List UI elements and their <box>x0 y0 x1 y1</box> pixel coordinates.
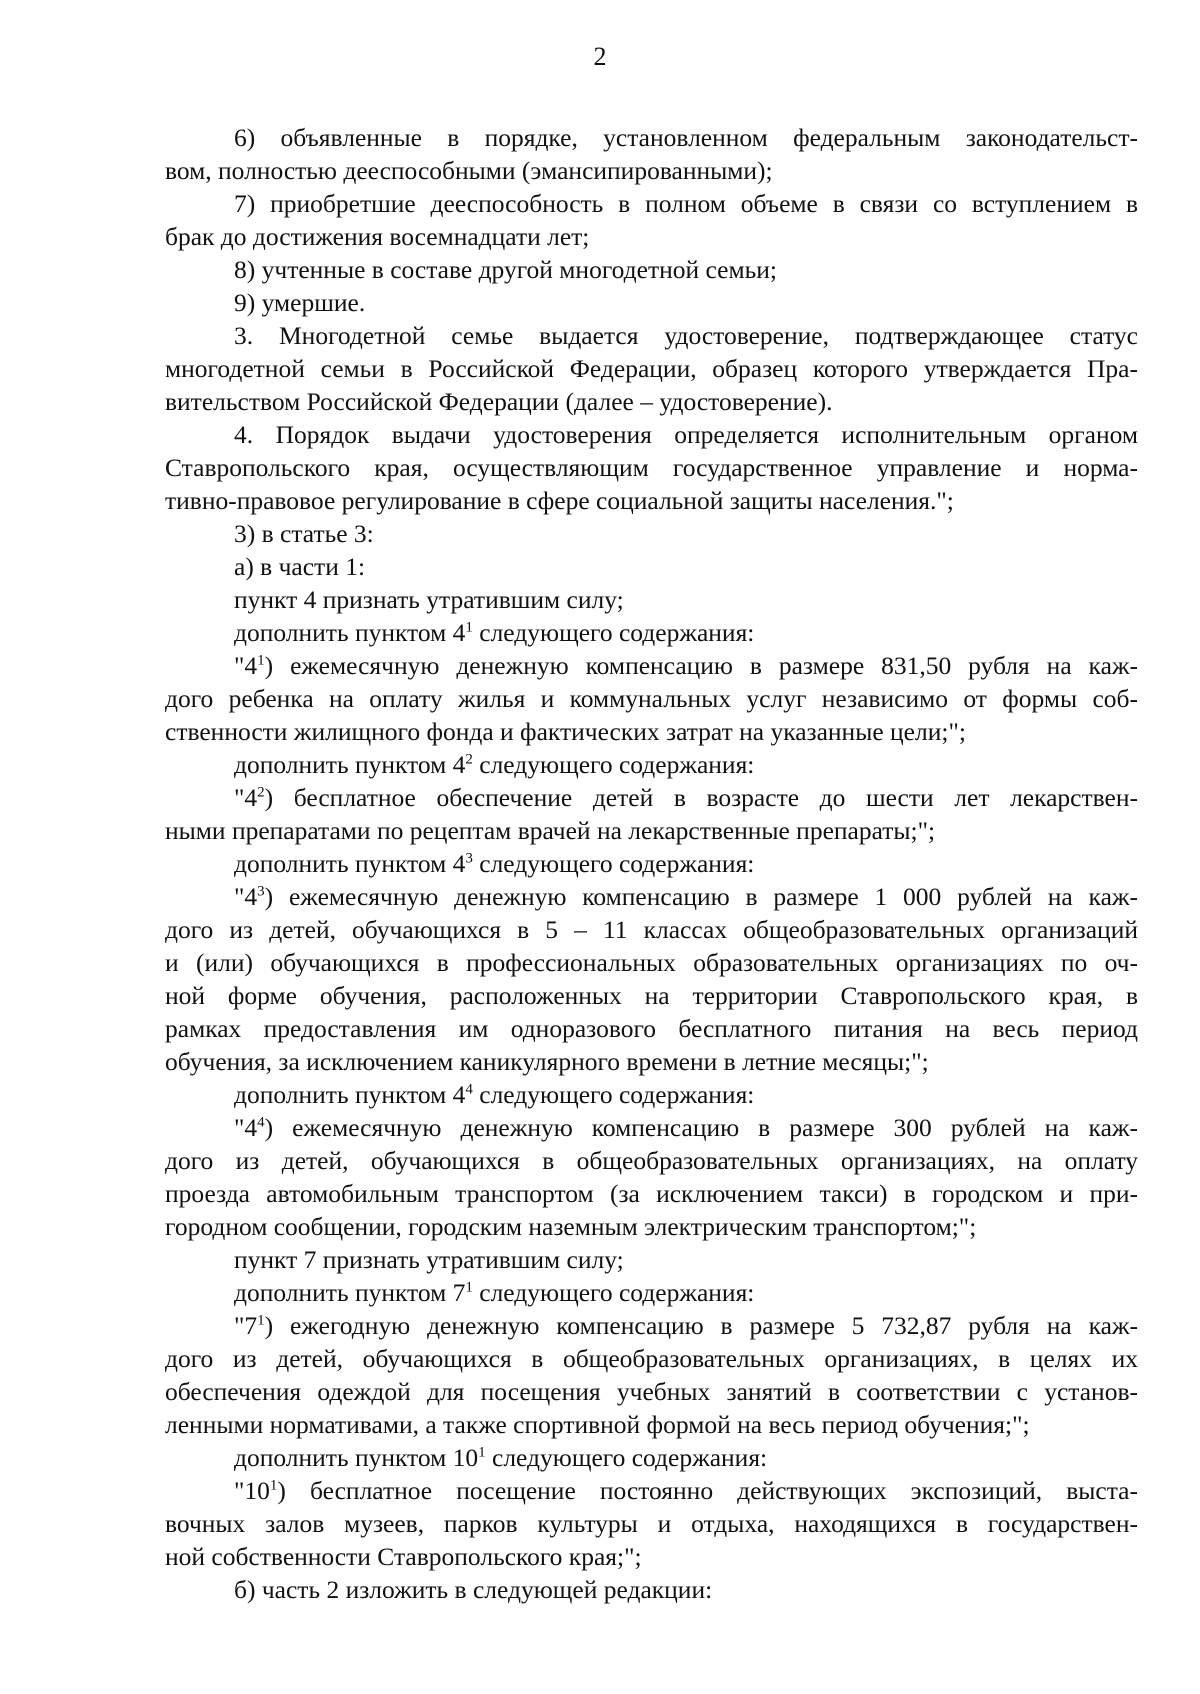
text-fragment: следующего содержания: <box>472 1278 755 1307</box>
text-fragment: ) ежегодную денежную компенсацию в размере 5 732,87 рубля на каж- <box>264 1311 1138 1340</box>
text-line: ными препаратами по рецептам врачей на лекарственные препараты;"; <box>165 816 936 845</box>
text-fragment: "4 <box>234 651 258 680</box>
superscript-index: 1 <box>478 1444 486 1461</box>
text-line: ной собственности Ставропольского края;"; <box>165 1542 642 1571</box>
text-line <box>165 616 1138 649</box>
text-line: обучения, за исключением каникулярного времени в летние месяцы;"; <box>165 1047 929 1076</box>
superscript-index: 4 <box>465 1081 473 1098</box>
text-line <box>165 880 1138 913</box>
superscript-index: 1 <box>257 1312 265 1329</box>
page-number: 2 <box>593 42 607 71</box>
document-body <box>165 121 1138 1606</box>
text-line: б) часть 2 изложить в следующей редакции: <box>234 1575 713 1604</box>
text-fragment: ) бесплатное посещение постоянно действующих экспозиций, выста- <box>277 1476 1138 1505</box>
text-fragment: ) ежемесячную денежную компенсацию в размере 300 рублей на каж- <box>264 1113 1138 1142</box>
text-fragment: дополнить пунктом 10 <box>234 1443 479 1472</box>
text-fragment: дополнить пунктом 7 <box>234 1278 466 1307</box>
text-line: рамках предоставления им одноразового бесплатного питания на весь период <box>165 1014 1138 1043</box>
text-line: 8) учтенные в составе другой многодетной семьи; <box>234 255 777 284</box>
text-line: многодетной семьи в Российской Федерации, образец которого утверждается Пра- <box>165 354 1138 383</box>
superscript-index: 2 <box>465 751 473 768</box>
text-fragment: ) бесплатное обеспечение детей в возрасте до шести лет лекарствен- <box>264 783 1138 812</box>
text-line: дого ребенка на оплату жилья и коммунальных услуг независимо от формы соб- <box>165 684 1138 713</box>
text-fragment: "7 <box>234 1311 258 1340</box>
text-fragment: следующего содержания: <box>472 849 755 878</box>
text-line <box>165 1276 1138 1309</box>
text-line: 3. Многодетной семье выдается удостоверение, подтверждающее статус <box>234 321 1138 350</box>
superscript-index: 1 <box>465 619 473 636</box>
text-line: ленными нормативами, а также спортивной формой на весь период обучения;"; <box>165 1410 1030 1439</box>
text-line: 6) объявленные в порядке, установленном федеральным законодательст- <box>234 123 1138 152</box>
text-line: обеспечения одеждой для посещения учебных занятий в соответствии с установ- <box>165 1377 1138 1406</box>
text-line <box>165 847 1138 880</box>
text-line: вочных залов музеев, парков культуры и отдыха, находящихся в государствен- <box>165 1509 1138 1538</box>
text-fragment: следующего содержания: <box>472 1080 755 1109</box>
text-line <box>165 1078 1138 1111</box>
superscript-index: 3 <box>465 850 473 867</box>
text-line: тивно-правовое регулирование в сфере социальной защиты населения."; <box>165 486 954 515</box>
superscript-index: 1 <box>269 1477 278 1494</box>
text-line: а) в части 1: <box>234 552 366 581</box>
text-fragment: ) ежемесячную денежную компенсацию в размере 1 000 рублей на каж- <box>264 882 1138 911</box>
text-fragment: следующего содержания: <box>472 750 755 779</box>
text-line: 9) умершие. <box>234 288 366 317</box>
superscript-index: 1 <box>465 1279 473 1296</box>
text-fragment: "4 <box>234 882 258 911</box>
text-fragment: дополнить пунктом 4 <box>234 750 466 779</box>
text-line: 4. Порядок выдачи удостоверения определяется исполнительным органом <box>234 420 1138 449</box>
text-fragment: дополнить пунктом 4 <box>234 1080 466 1109</box>
text-fragment: дополнить пунктом 4 <box>234 849 466 878</box>
text-line <box>165 1111 1138 1144</box>
text-fragment: ) ежемесячную денежную компенсацию в размере 831,50 рубля на каж- <box>264 651 1138 680</box>
text-line <box>165 649 1138 682</box>
text-line: городном сообщении, городским наземным электрическим транспортом;"; <box>165 1212 977 1241</box>
text-line <box>165 748 1138 781</box>
superscript-index: 3 <box>257 883 265 900</box>
text-line: дого из детей, обучающихся в 5 – 11 классах общеобразовательных организаций <box>165 915 1138 944</box>
superscript-index: 2 <box>257 784 265 801</box>
text-line: вом, полностью дееспособными (эмансипированными); <box>165 156 773 185</box>
text-fragment: дополнить пунктом 4 <box>234 618 466 647</box>
text-fragment: следующего содержания: <box>485 1443 768 1472</box>
text-line: проезда автомобильным транспортом (за исключением такси) в городском и при- <box>165 1179 1138 1208</box>
text-line: 3) в статье 3: <box>234 519 374 548</box>
text-line: ной форме обучения, расположенных на территории Ставропольского края, в <box>165 981 1138 1010</box>
superscript-index: 1 <box>257 652 265 669</box>
text-line <box>165 1474 1138 1507</box>
text-line: дого из детей, обучающихся в общеобразовательных организациях, в целях их <box>165 1344 1138 1373</box>
text-line: 7) приобретшие дееспособность в полном объеме в связи со вступлением в <box>234 189 1138 218</box>
text-line: пункт 4 признать утратившим силу; <box>234 585 624 614</box>
text-fragment: следующего содержания: <box>472 618 755 647</box>
text-line <box>165 781 1138 814</box>
text-line <box>165 1441 1138 1474</box>
text-fragment: "4 <box>234 783 258 812</box>
text-line: ственности жилищного фонда и фактических затрат на указанные цели;"; <box>165 717 966 746</box>
text-line: пункт 7 признать утратившим силу; <box>234 1245 624 1274</box>
text-fragment: "4 <box>234 1113 258 1142</box>
text-line: дого из детей, обучающихся в общеобразовательных организациях, на оплату <box>165 1146 1138 1175</box>
superscript-index: 4 <box>257 1114 265 1131</box>
text-line: брак до достижения восемнадцати лет; <box>165 222 590 251</box>
text-line: вительством Российской Федерации (далее – удостоверение). <box>165 387 833 416</box>
text-fragment: "10 <box>234 1476 270 1505</box>
text-line: Ставропольского края, осуществляющим государственное управление и норма- <box>165 453 1138 482</box>
text-line: и (или) обучающихся в профессиональных образовательных организациях по оч- <box>165 948 1138 977</box>
text-line <box>165 1309 1138 1342</box>
